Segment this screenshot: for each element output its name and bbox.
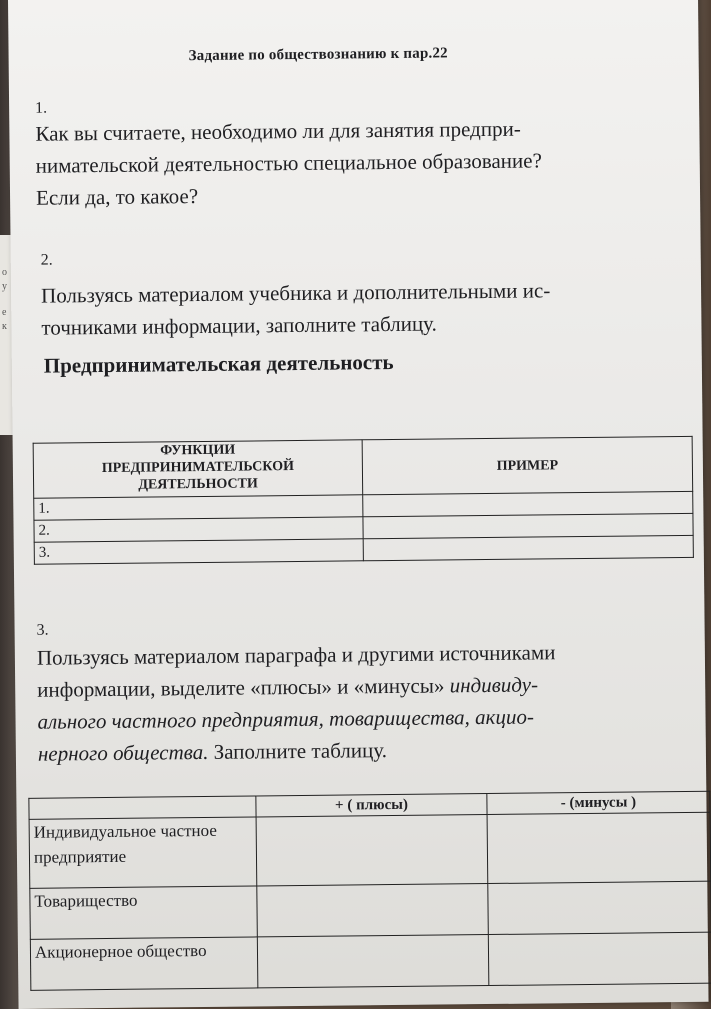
row-number: 3. (34, 539, 363, 564)
question-3-line: ального частного предприятия, товарищества, акцио- (37, 704, 535, 734)
functions-table (33, 436, 694, 565)
under-sheet-char: у (2, 281, 7, 292)
question-3-fragment: Заполните таблицу. (213, 738, 388, 764)
pros-cell[interactable] (256, 815, 488, 886)
worksheet-page (8, 0, 709, 1009)
header-line: ДЕЯТЕЛЬНОСТИ (138, 476, 258, 493)
table-heading: Предпринимательская деятельность (43, 349, 394, 378)
row-number: 2. (34, 517, 363, 542)
pros-cell[interactable] (257, 884, 489, 937)
cons-cell[interactable] (487, 812, 711, 883)
question-3-fragment: нерного общества. (37, 739, 209, 766)
under-sheet-char: о (2, 267, 7, 278)
question-3-fragment: информации, выделите «плюсы» и «минусы» (37, 673, 445, 702)
question-1-line: нимательской деятельностью специальное образование? (35, 148, 542, 178)
company-type-label: Индивидуальное частное предприятие (29, 817, 257, 888)
cons-cell[interactable] (488, 932, 711, 985)
table-row (30, 932, 711, 990)
table-row (30, 881, 711, 939)
question-2-number: 2. (40, 251, 53, 269)
table-header-empty (29, 796, 256, 819)
under-sheet-char: е (2, 307, 7, 318)
question-3-line (38, 732, 557, 769)
question-3-text (37, 636, 557, 769)
table-header-row (33, 436, 693, 498)
question-1-line: Как вы считаете, необходимо ли для занятия предпри- (35, 116, 521, 146)
example-cell[interactable] (363, 535, 693, 560)
question-3-number: 3. (36, 621, 49, 639)
question-1-number: 1. (35, 99, 48, 117)
question-1-text (35, 112, 542, 213)
table-header-example: ПРИМЕР (362, 436, 693, 494)
header-line: ПРЕДПРИНИМАТЕЛЬСКОЙ (101, 459, 295, 477)
question-3-line: Пользуясь материалом параграфа и другими источниками (36, 640, 556, 670)
question-2-text (41, 274, 551, 343)
table-header-pros: + ( плюсы) (256, 794, 487, 817)
under-sheet-char: к (2, 321, 7, 332)
question-2-line: точниками информации, заполните таблицу. (41, 311, 437, 340)
page-title: Задание по обществознанию к пар.22 (188, 45, 448, 65)
table-header-functions (33, 440, 363, 498)
company-type-label: Товарищество (30, 886, 258, 939)
question-2-line: Пользуясь материалом учебника и дополнительными ис- (40, 278, 551, 308)
header-line: ФУНКЦИИ (160, 442, 236, 459)
row-number: 1. (34, 495, 363, 520)
pros-cons-table (28, 791, 711, 991)
table-row (29, 812, 711, 888)
pros-cell[interactable] (257, 935, 489, 988)
question-1-line: Если да, то какое? (35, 184, 199, 210)
table-header-cons: - (минусы ) (487, 791, 710, 814)
cons-cell[interactable] (488, 881, 711, 934)
company-type-label: Акционерное общество (30, 937, 258, 990)
question-3-fragment: индивиду- (449, 672, 539, 698)
